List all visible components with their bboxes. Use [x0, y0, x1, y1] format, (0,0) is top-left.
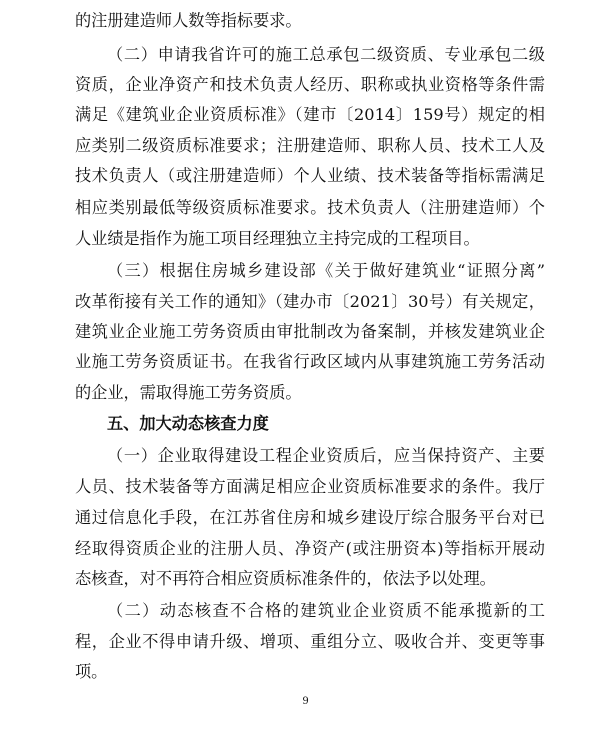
text-line: 改革衔接有关工作的通知》（建办市〔2021〕30号）有关规定，: [75, 292, 545, 311]
text-line: 通过信息化手段，在江苏省住房和城乡建设厅综合服务平台对已: [75, 508, 545, 527]
section-heading: 五、加大动态核查力度: [107, 414, 269, 433]
text-line: 程，企业不得申请升级、增项、重组分立、吸收合并、变更等事: [75, 632, 545, 651]
text-line: 态核查，对不再符合相应资质标准条件的，依法予以处理。: [75, 569, 496, 588]
text-line: 的企业，需取得施工劳务资质。: [75, 383, 302, 402]
text-line: 相应类别最低等级资质标准要求。技术负责人（注册建造师）个: [75, 198, 545, 217]
text-line: （三）根据住房城乡建设部《关于做好建筑业“证照分离”: [107, 261, 545, 280]
text-line: 资质，企业净资产和技术负责人经历、职称或执业资格等条件需: [75, 75, 545, 94]
text-line: （二）动态核查不合格的建筑业企业资质不能承揽新的工: [107, 601, 545, 620]
text-line: 满足《建筑业企业资质标准》（建市〔2014〕159号）规定的相: [75, 105, 545, 124]
text-line: （二）申请我省许可的施工总承包二级资质、专业承包二级: [107, 45, 545, 64]
page-number: 9: [302, 696, 309, 707]
text-line: 建筑业企业施工劳务资质由审批制改为备案制，并核发建筑业企: [75, 322, 545, 341]
text-line: 技术负责人（或注册建造师）个人业绩、技术装备等指标需满足: [75, 166, 545, 185]
text-line: （一）企业取得建设工程企业资质后，应当保持资产、主要: [107, 446, 545, 465]
text-line: 人员、技术装备等方面满足相应企业资质标准要求的条件。我厅: [75, 477, 545, 496]
text-line: 业施工劳务资质证书。在我省行政区域内从事建筑施工劳务活动: [75, 352, 545, 371]
text-line: 的注册建造师人数等指标要求。: [75, 11, 302, 30]
text-line: 经取得资质企业的注册人员、净资产(或注册资本)等指标开展动: [75, 539, 545, 558]
text-line: 应类别二级资质标准要求；注册建造师、职称人员、技术工人及: [75, 136, 545, 155]
text-line: 人业绩是指作为施工项目经理独立主持完成的工程项目。: [75, 229, 480, 248]
text-line: 项。: [75, 662, 108, 681]
